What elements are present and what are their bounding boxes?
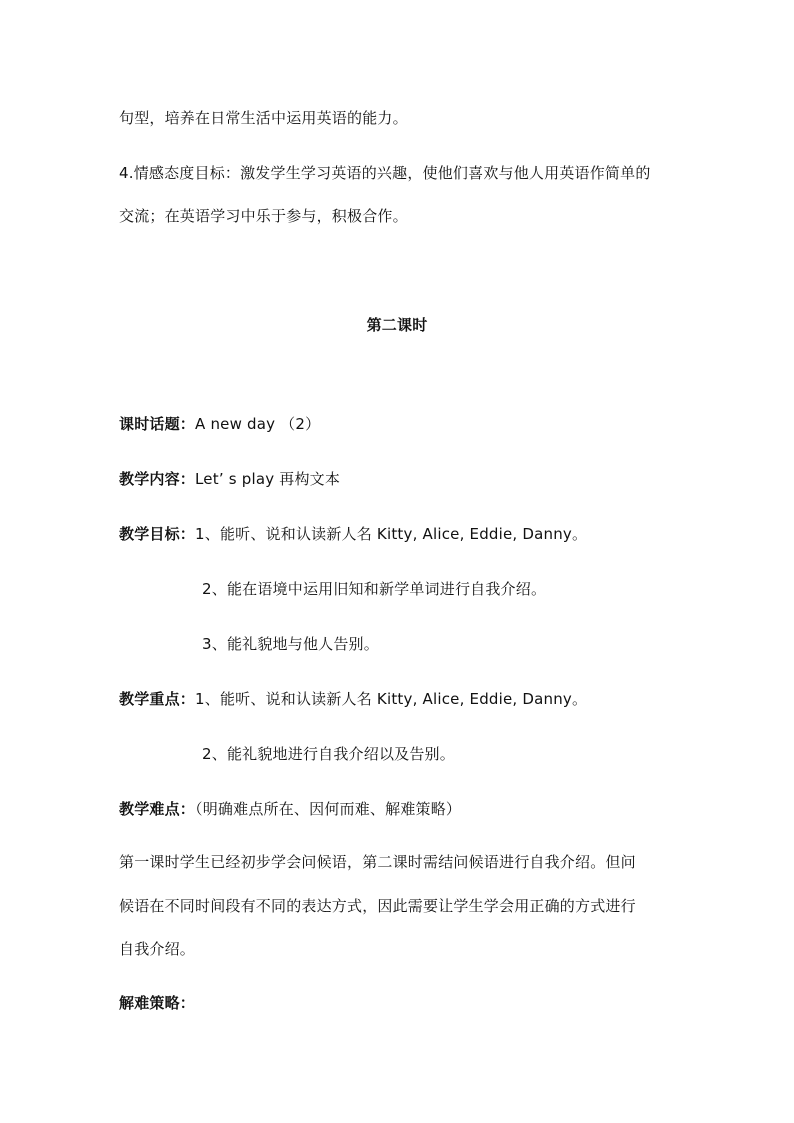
difficulty-paragraph-line-3: 自我介绍。: [119, 940, 196, 958]
topic-row: [119, 414, 320, 434]
difficulty-label: 教学难点：: [119, 800, 196, 818]
intro-line-3: 交流；在英语学习中乐于参与，积极合作。: [119, 207, 408, 225]
strategy-label: 解难策略：: [119, 994, 196, 1012]
objectives-row: [119, 524, 587, 544]
topic-value: A new day （2）: [195, 415, 321, 433]
content-row: [119, 469, 340, 489]
key-point-item-2: 2、能礼貌地进行自我介绍以及告别。: [202, 745, 455, 763]
section-title: 第二课时: [366, 316, 428, 334]
difficulty-row: [119, 799, 461, 819]
content-label: 教学内容：: [119, 470, 196, 488]
objective-item-3: 3、能礼貌地与他人告别。: [202, 635, 379, 653]
key-points-row: [119, 689, 587, 709]
difficulty-value: （明确难点所在、因何而难、解难策略）: [195, 800, 462, 818]
intro-line-2: 4.情感态度目标：激发学生学习英语的兴趣，使他们喜欢与他人用英语作简单的: [119, 164, 651, 182]
objective-item-2: 2、能在语境中运用旧知和新学单词进行自我介绍。: [202, 580, 547, 598]
key-points-label: 教学重点：: [119, 690, 196, 708]
topic-label: 课时话题：: [119, 415, 196, 433]
difficulty-paragraph-line-2: 候语在不同时间段有不同的表达方式，因此需要让学生学会用正确的方式进行: [119, 897, 636, 915]
content-value: Let’ s play 再构文本: [195, 470, 341, 488]
objective-item-1: 1、能听、说和认读新人名 Kitty, Alice, Eddie, Danny。: [195, 525, 588, 543]
intro-line-1: 句型，培养在日常生活中运用英语的能力。: [119, 109, 408, 127]
key-point-item-1: 1、能听、说和认读新人名 Kitty, Alice, Eddie, Danny。: [195, 690, 588, 708]
difficulty-paragraph-line-1: 第一课时学生已经初步学会问候语，第二课时需结问候语进行自我介绍。但问: [119, 853, 636, 871]
objectives-label: 教学目标：: [119, 525, 196, 543]
